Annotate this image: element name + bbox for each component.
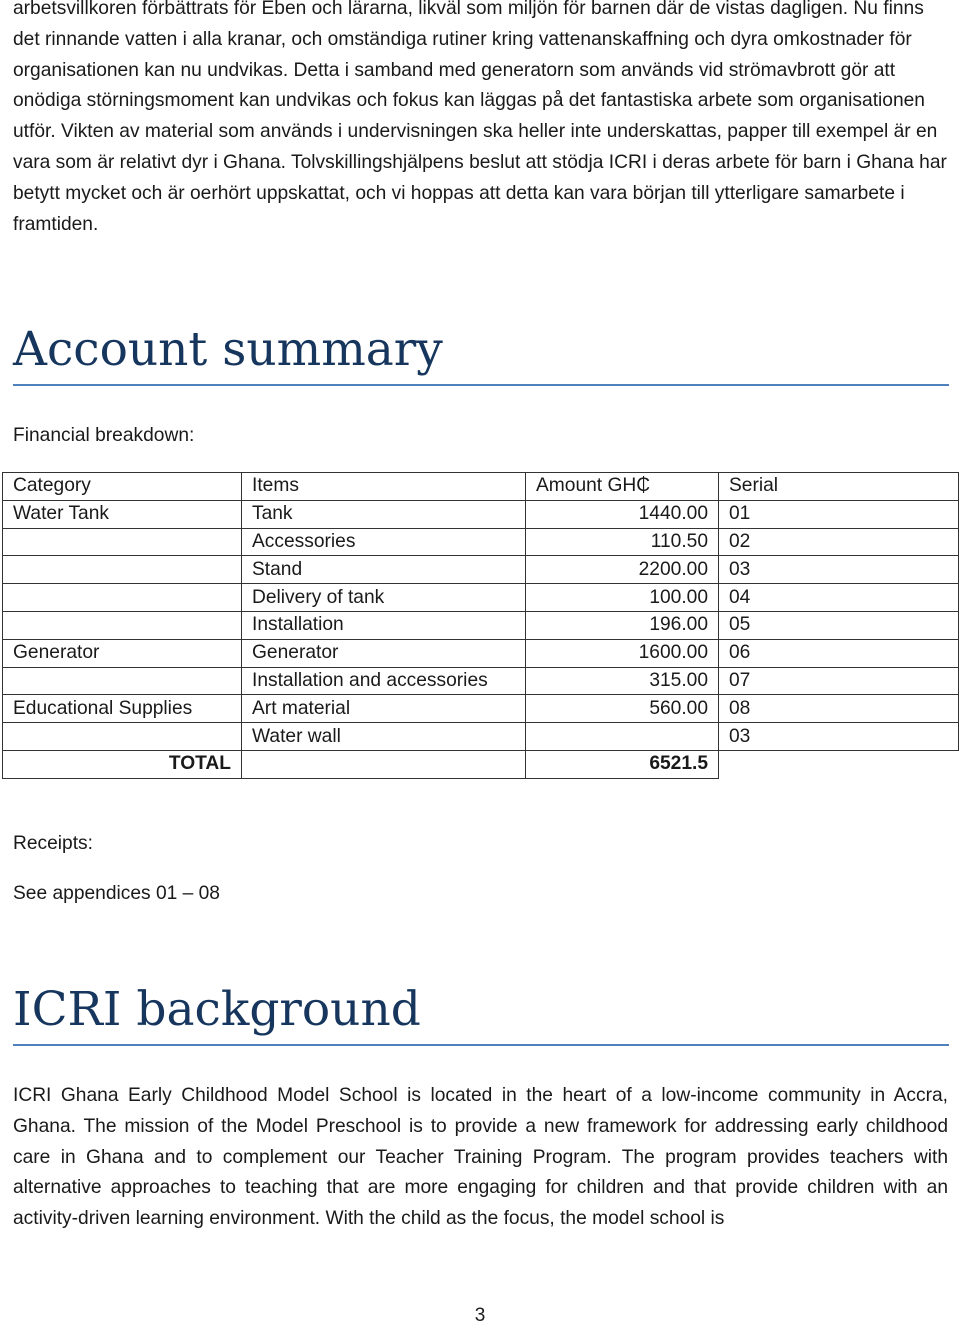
table-row xyxy=(3,611,959,639)
category-cell xyxy=(3,528,242,556)
item-cell: Generator xyxy=(242,639,526,667)
category-cell xyxy=(3,667,242,695)
table-row xyxy=(3,584,959,612)
table-row xyxy=(3,639,959,667)
amount-cell: 1440.00 xyxy=(526,500,719,528)
table-row xyxy=(3,556,959,584)
table-row xyxy=(3,723,959,751)
total-value: 6521.5 xyxy=(526,750,719,778)
category-cell xyxy=(3,611,242,639)
table-row xyxy=(3,528,959,556)
item-cell: Water wall xyxy=(242,723,526,751)
table-row xyxy=(3,695,959,723)
serial-cell: 04 xyxy=(719,584,959,612)
item-cell: Delivery of tank xyxy=(242,584,526,612)
item-cell: Tank xyxy=(242,500,526,528)
serial-cell: 01 xyxy=(719,500,959,528)
category-cell xyxy=(3,556,242,584)
page-number: 3 xyxy=(474,1305,486,1326)
amount-cell: 1600.00 xyxy=(526,639,719,667)
serial-cell: 07 xyxy=(719,667,959,695)
icri-background-heading: ICRI background xyxy=(13,982,949,1046)
category-cell xyxy=(3,584,242,612)
amount-cell: 315.00 xyxy=(526,667,719,695)
column-header-serial: Serial xyxy=(719,473,959,501)
column-header-category: Category xyxy=(3,473,242,501)
category-cell xyxy=(3,723,242,751)
appendices-text: See appendices 01 – 08 xyxy=(13,883,220,904)
total-label: TOTAL xyxy=(3,750,242,778)
amount-cell: 196.00 xyxy=(526,611,719,639)
serial-cell: 02 xyxy=(719,528,959,556)
amount-cell: 560.00 xyxy=(526,695,719,723)
table-header-row xyxy=(3,473,959,501)
item-cell: Stand xyxy=(242,556,526,584)
financial-table xyxy=(2,472,959,779)
icri-paragraph: ICRI Ghana Early Childhood Model School is located in the heart of a low-income community in Accra, Ghana. The mission of the Model Preschool is to provide a new framework for addressing early childhood care in Ghana and to complement our Teacher Training Program. The program provides teachers with alternative approaches to teaching that are more engaging for children and that provide children with an activity-driven learning environment. With the child as the focus, the model school is xyxy=(13,1085,948,1230)
serial-cell: 08 xyxy=(719,695,959,723)
column-header-amount: Amount GH₵ xyxy=(526,473,719,501)
table-row xyxy=(3,667,959,695)
item-cell: Accessories xyxy=(242,528,526,556)
total-row xyxy=(3,750,959,778)
receipts-label: Receipts: xyxy=(13,833,93,854)
amount-cell xyxy=(526,723,719,751)
account-summary-heading: Account summary xyxy=(13,322,949,386)
total-spacer xyxy=(719,750,959,778)
item-cell: Installation and accessories xyxy=(242,667,526,695)
financial-breakdown-label: Financial breakdown: xyxy=(13,425,195,446)
serial-cell: 03 xyxy=(719,723,959,751)
table-row xyxy=(3,500,959,528)
intro-paragraph: arbetsvillkoren förbättrats för Eben och lärarna, likväl som miljön för barnen där de vistas dagligen. Nu finns det rinnande vatten i alla kranar, och omständiga rutiner kring vattenanskaffning och dyra omkostnader för organisationen kan nu undvikas. Detta i samband med generatorn som används vid strömavbrott gör att onödiga störningsmoment kan undvikas och fokus kan läggas på det fantastiska arbete som organisationen utför. Vikten av material som används i undervisningen ska heller inte underskattas, papper till exempel är en vara som är relativt dyr i Ghana. Tolvskillingshjälpens beslut att stödja ICRI i deras arbete för barn i Ghana har betytt mycket och är oerhört uppskattat, och vi hoppas att detta kan vara början till ytterligare samarbete i framtiden. xyxy=(13,0,947,235)
category-cell: Educational Supplies xyxy=(3,695,242,723)
category-cell: Water Tank xyxy=(3,500,242,528)
serial-cell: 06 xyxy=(719,639,959,667)
category-cell: Generator xyxy=(3,639,242,667)
item-cell: Art material xyxy=(242,695,526,723)
serial-cell: 05 xyxy=(719,611,959,639)
amount-cell: 110.50 xyxy=(526,528,719,556)
amount-cell: 100.00 xyxy=(526,584,719,612)
serial-cell: 03 xyxy=(719,556,959,584)
item-cell: Installation xyxy=(242,611,526,639)
column-header-items: Items xyxy=(242,473,526,501)
total-empty-cell xyxy=(242,750,526,778)
amount-cell: 2200.00 xyxy=(526,556,719,584)
